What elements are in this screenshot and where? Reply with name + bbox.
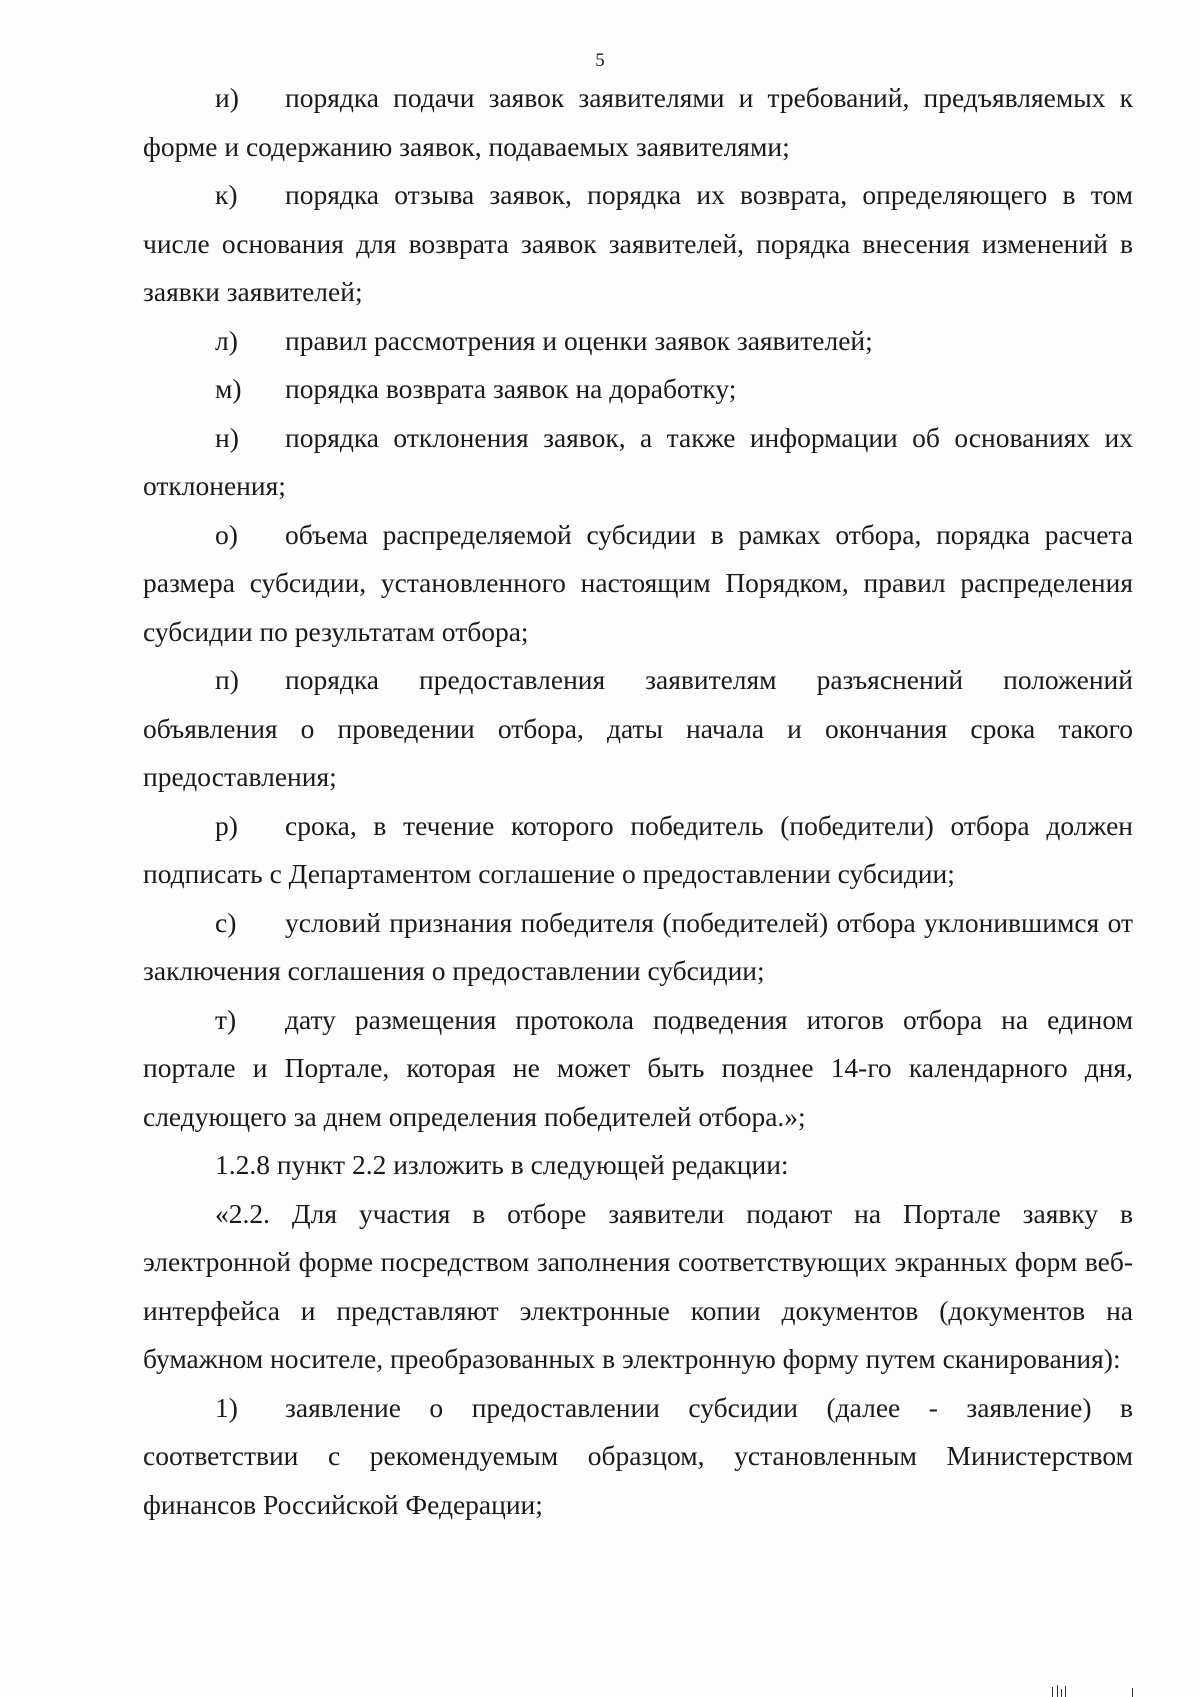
paragraph-text: порядка отклонения заявок, а также информации об основаниях их отклонения; <box>143 421 1133 501</box>
list-marker: н) <box>215 421 239 453</box>
paragraph-text: заявление о предоставлении субсидии (далее - заявление) в соответствии с рекомендуемым образцом, установленным Министерством финансов Российской Федерации; <box>143 1391 1133 1520</box>
list-item <box>143 365 1133 414</box>
amendment-paragraph <box>143 1141 1133 1190</box>
scan-edge-marks <box>1052 1683 1172 1697</box>
paragraph-text: порядка предоставления заявителям разъяснений положений объявления о проведении отбора, даты начала и окончания срока такого предоставления; <box>143 664 1133 792</box>
list-item <box>143 899 1133 996</box>
page-number: 5 <box>595 50 605 71</box>
paragraph-text: порядка подачи заявок заявителями и требований, предъявляемых к форме и содержанию заявок, подаваемых заявителями; <box>143 82 1133 162</box>
list-item <box>143 171 1133 317</box>
list-item <box>143 656 1133 802</box>
paragraph-text: порядка возврата заявок на доработку; <box>285 373 737 404</box>
list-marker: п) <box>215 664 239 695</box>
paragraph-text: условий признания победителя (победителей) отбора уклонившимся от заключения соглашения о предоставлении субсидии; <box>143 906 1133 986</box>
paragraph-text: срока, в течение которого победитель (победители) отбора должен подписать с Департаментом соглашение о предоставлении субсидии; <box>143 809 1133 889</box>
list-marker: т) <box>215 1003 237 1035</box>
list-marker: 1) <box>215 1391 238 1423</box>
paragraph-text: правил рассмотрения и оценки заявок заявителей; <box>285 324 873 356</box>
list-marker: к) <box>215 179 238 210</box>
list-item <box>143 317 1133 366</box>
paragraph-text: объема распределяемой субсидии в рамках отбора, порядка расчета размера субсидии, установленного настоящим Порядком, правил распределения субсидии по результатам отбора; <box>143 518 1133 647</box>
paragraph-text: дату размещения протокола подведения итогов отбора на едином портале и Портале, которая не может быть позднее 14-го календарного дня, следующего за днем определения победителей отбора.»; <box>143 1003 1133 1132</box>
list-marker: р) <box>215 809 238 841</box>
list-marker: м) <box>215 373 242 404</box>
list-item <box>143 996 1133 1142</box>
paragraph-text: порядка отзыва заявок, порядка их возврата, определяющего в том числе основания для возврата заявок заявителей, порядка внесения изменений в заявки заявителей; <box>143 179 1133 307</box>
paragraph-text: «2.2. Для участия в отборе заявители подают на Портале заявку в электронной форме посредством заполнения соответствующих экранных форм веб-интерфейса и представляют электронные копии документов (документов на бумажном носителе, преобразованных в электронную форму путем сканирования): <box>143 1197 1133 1374</box>
list-marker: л) <box>215 324 238 356</box>
list-item <box>143 1384 1133 1530</box>
list-marker: и) <box>215 82 239 113</box>
list-item <box>143 511 1133 657</box>
list-item <box>143 414 1133 511</box>
clause-paragraph <box>143 1190 1133 1384</box>
list-marker: с) <box>215 906 237 938</box>
list-item <box>143 74 1133 171</box>
list-marker: о) <box>215 518 238 550</box>
paragraph-text: 1.2.8 пункт 2.2 изложить в следующей редакции: <box>215 1149 789 1180</box>
list-item <box>143 802 1133 899</box>
document-body <box>143 74 1133 1529</box>
